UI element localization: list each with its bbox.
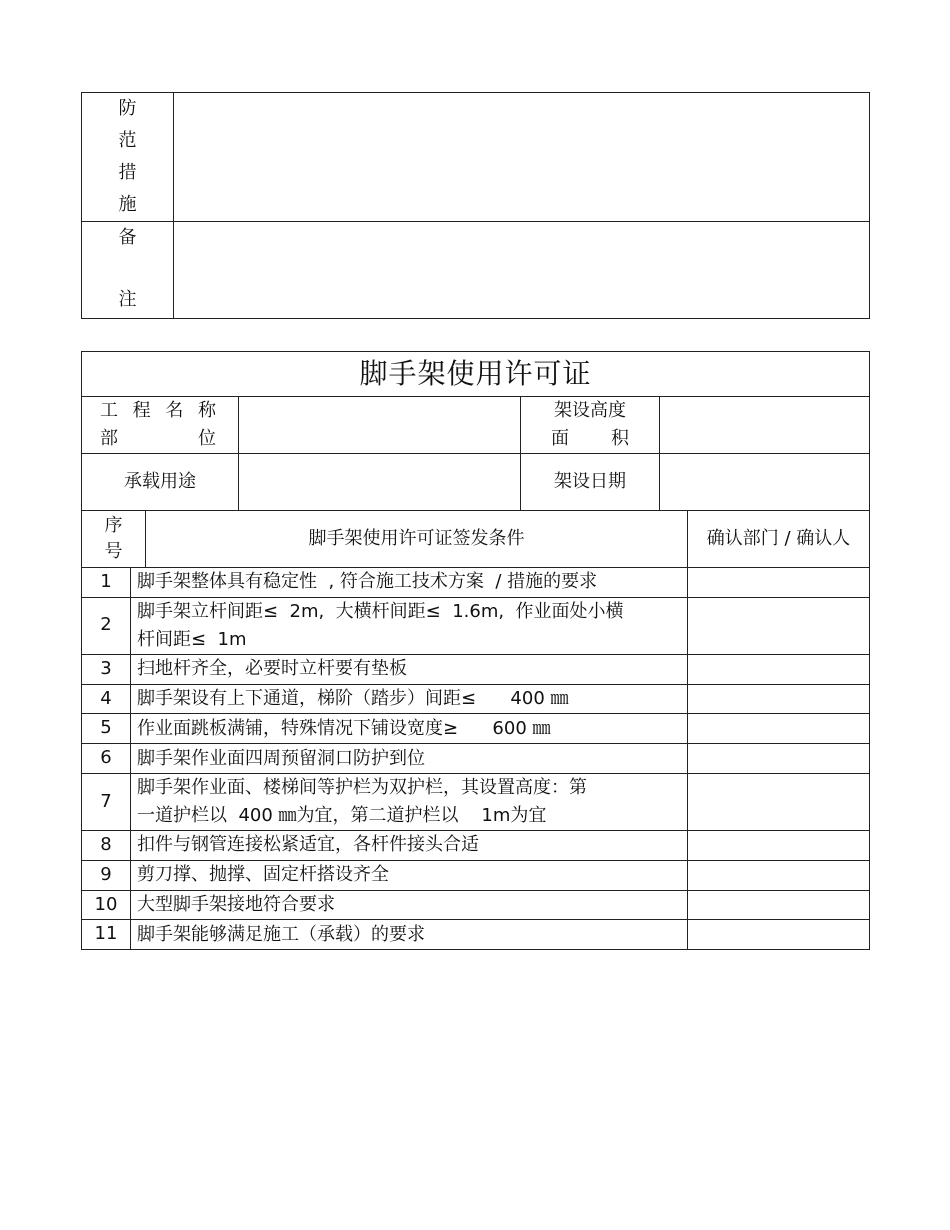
confirm-cell[interactable] — [688, 890, 870, 920]
area-label — [521, 425, 659, 453]
confirm-cell[interactable] — [688, 568, 870, 598]
date-value[interactable] — [660, 454, 870, 511]
project-name-value[interactable] — [239, 397, 521, 454]
purpose-label: 承载用途 — [82, 454, 239, 511]
condition-number: 11 — [82, 920, 131, 950]
remarks-content-cell[interactable] — [174, 222, 870, 319]
table-row — [82, 744, 870, 774]
condition-number: 1 — [82, 568, 131, 598]
confirm-cell[interactable] — [688, 773, 870, 830]
confirm-cell[interactable] — [688, 684, 870, 714]
seq-header — [82, 511, 146, 568]
scaffold-permit-table — [81, 351, 870, 950]
label-char: 备 — [118, 227, 137, 248]
table-row — [82, 684, 870, 714]
confirm-cell[interactable] — [688, 714, 870, 744]
condition-number: 9 — [82, 860, 131, 890]
confirm-cell[interactable] — [688, 597, 870, 654]
label-char: 序 — [104, 515, 123, 536]
condition-number: 2 — [82, 597, 131, 654]
table-row — [82, 714, 870, 744]
precautions-table — [81, 92, 870, 319]
label-char: 称 — [197, 400, 216, 421]
table-row — [82, 773, 870, 830]
label-char: 位 — [198, 428, 216, 449]
label-char: 施 — [118, 194, 137, 215]
label-char: 程 — [132, 400, 151, 421]
project-name-label — [82, 397, 238, 425]
height-area-label — [521, 397, 660, 454]
condition-text: 脚手架作业面四周预留洞口防护到位 — [131, 744, 688, 774]
condition-text: 扫地杆齐全，必要时立杆要有垫板 — [131, 654, 688, 684]
confirm-header: 确认部门 / 确认人 — [688, 511, 870, 568]
label-spacer — [82, 254, 173, 284]
condition-text: 脚手架能够满足施工（承载）的要求 — [131, 920, 688, 950]
table-row — [82, 654, 870, 684]
height-area-value[interactable] — [660, 397, 870, 454]
label-char: 措 — [118, 162, 137, 183]
condition-text: 脚手架整体具有稳定性 , 符合施工技术方案 / 措施的要求 — [131, 568, 688, 598]
label-char: 积 — [611, 428, 629, 449]
condition-number: 3 — [82, 654, 131, 684]
label-char: 工 — [100, 400, 118, 421]
label-char: 防 — [118, 98, 137, 119]
precaution-content-cell[interactable] — [174, 93, 870, 222]
condition-text: 扣件与钢管连接松紧适宜，各杆件接头合适 — [131, 830, 688, 860]
confirm-cell[interactable] — [688, 860, 870, 890]
table-row — [82, 830, 870, 860]
label-char: 面 — [551, 428, 569, 449]
condition-number: 8 — [82, 830, 131, 860]
condition-text: 脚手架立杆间距≤ 2m, 大横杆间距≤ 1.6m, 作业面处小横 杆间距≤ 1m — [131, 597, 688, 654]
confirm-cell[interactable] — [688, 920, 870, 950]
label-char: 注 — [118, 289, 137, 310]
condition-number: 4 — [82, 684, 131, 714]
label-char: 部 — [100, 428, 118, 449]
confirm-cell[interactable] — [688, 654, 870, 684]
confirm-cell[interactable] — [688, 744, 870, 774]
purpose-value[interactable] — [239, 454, 521, 511]
permit-title: 脚手架使用许可证 — [82, 352, 870, 397]
location-label — [82, 425, 238, 453]
remarks-label — [82, 222, 174, 319]
condition-text: 脚手架设有上下通道，梯阶（踏步）间距≤ 400 ㎜ — [131, 684, 688, 714]
condition-text: 脚手架作业面、楼梯间等护栏为双护栏，其设置高度：第 一道护栏以 400 ㎜为宜，第二道护栏以 1m为宜 — [131, 773, 688, 830]
conditions-header: 脚手架使用许可证签发条件 — [146, 511, 688, 568]
condition-text: 作业面跳板满铺，特殊情况下铺设宽度≥ 600 ㎜ — [131, 714, 688, 744]
conditions-list — [82, 568, 870, 950]
height-label: 架设高度 — [554, 400, 626, 421]
table-row — [82, 597, 870, 654]
table-row — [82, 860, 870, 890]
table-row — [82, 568, 870, 598]
label-char: 范 — [118, 130, 137, 151]
condition-number: 10 — [82, 890, 131, 920]
date-label: 架设日期 — [521, 454, 660, 511]
condition-number: 7 — [82, 773, 131, 830]
precaution-label — [82, 93, 174, 222]
condition-text: 剪刀撑、抛撑、固定杆搭设齐全 — [131, 860, 688, 890]
confirm-cell[interactable] — [688, 830, 870, 860]
label-char: 号 — [104, 541, 123, 562]
table-row — [82, 890, 870, 920]
table-row — [82, 920, 870, 950]
condition-number: 5 — [82, 714, 131, 744]
condition-text: 大型脚手架接地符合要求 — [131, 890, 688, 920]
project-location-label — [82, 397, 239, 454]
label-char: 名 — [165, 400, 184, 421]
condition-number: 6 — [82, 744, 131, 774]
